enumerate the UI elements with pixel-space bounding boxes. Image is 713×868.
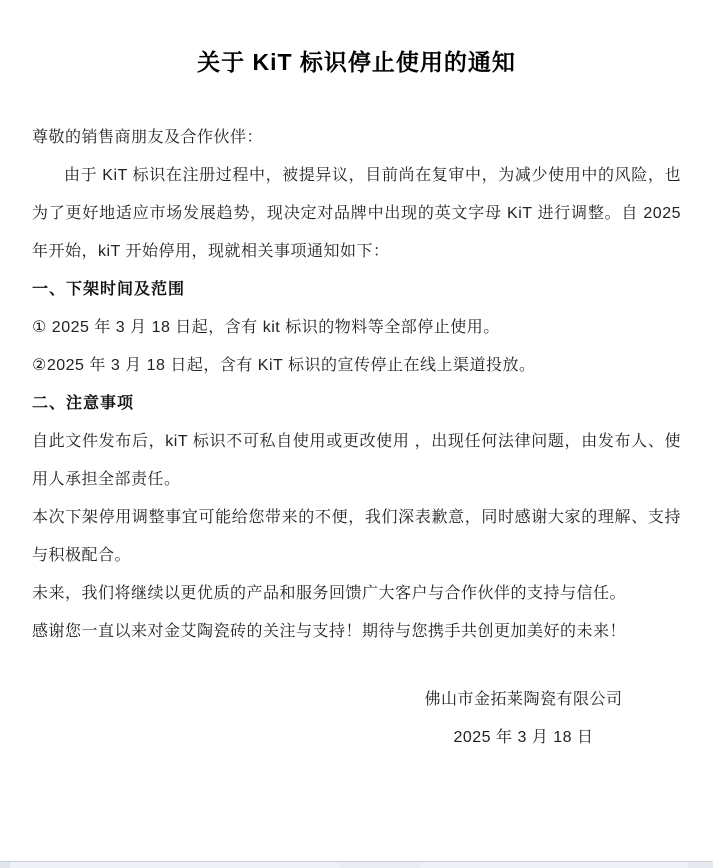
signature-company: 佛山市金拓莱陶瓷有限公司 bbox=[424, 691, 623, 708]
section2-paragraph-4: 感谢您一直以来对金艾陶瓷砖的关注与支持！期待与您携手共创更加美好的未来！ bbox=[32, 623, 627, 640]
section1-item-1: ① 2025 年 3 月 18 日起，含有 kit 标识的物料等全部停止使用。 bbox=[32, 319, 500, 336]
bottom-edge-strip bbox=[0, 861, 713, 868]
document-body bbox=[32, 119, 681, 757]
intro-paragraph: 由于 KiT 标识在注册过程中，被提异议，目前尚在复审中，为减少使用中的风险，也为了更好地适应市场发展趋势，现决定对品牌中出现的英文字母 KiT 进行调整。自 2025 年开始，kiT 开始停用，现就相关事项通知如下： bbox=[32, 167, 681, 260]
greeting-line: 尊敬的销售商朋友及合作伙伴： bbox=[32, 129, 264, 146]
signature-date: 2025 年 3 月 18 日 bbox=[453, 729, 594, 746]
section1-heading: 一、下架时间及范围 bbox=[32, 281, 186, 298]
section2-paragraph-1: 自此文件发布后，kiT 标识不可私自使用或更改使用 ，出现任何法律问题，由发布人、使用人承担全部责任。 bbox=[32, 433, 681, 488]
section2-heading: 二、注意事项 bbox=[32, 395, 135, 412]
section2-paragraph-2: 本次下架停用调整事宜可能给您带来的不便，我们深表歉意，同时感谢大家的理解、支持与积极配合。 bbox=[32, 509, 681, 564]
section2-paragraph-3: 未来，我们将继续以更优质的产品和服务回馈广大客户与合作伙伴的支持与信任。 bbox=[32, 585, 627, 602]
section1-item-2: ②2025 年 3 月 18 日起，含有 KiT 标识的宣传停止在线上渠道投放。 bbox=[32, 357, 536, 374]
page-title: 关于 KiT 标识停止使用的通知 bbox=[197, 49, 516, 75]
signature-block bbox=[416, 681, 631, 757]
